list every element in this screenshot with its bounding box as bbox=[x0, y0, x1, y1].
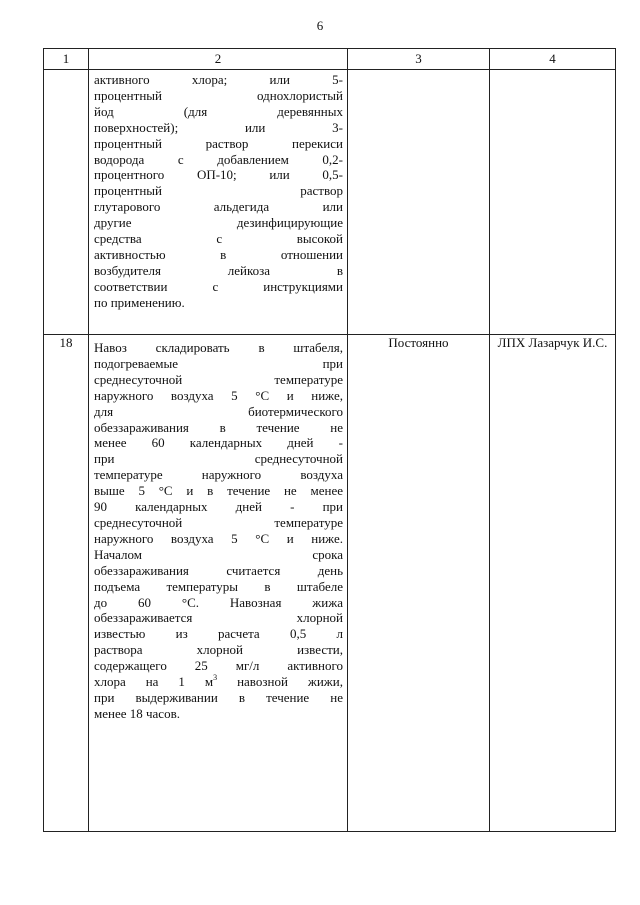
text-line bbox=[94, 674, 343, 690]
text-line: водорода с добавлением 0,2- bbox=[94, 151, 343, 167]
text-line: подъема температуры в штабеле bbox=[94, 578, 343, 594]
text-line: процентного ОП-10; или 0,5- bbox=[94, 167, 343, 183]
row-number-cell bbox=[44, 70, 89, 335]
text-line: средства с высокой bbox=[94, 231, 343, 247]
text-line: обеззараживается хлорной bbox=[94, 610, 343, 626]
table-row-continuation bbox=[44, 70, 616, 335]
text-line: раствора хлорной извести, bbox=[94, 642, 343, 658]
text-line: 90 календарных дней - при bbox=[94, 499, 343, 515]
text-line: известью из расчета 0,5 л bbox=[94, 626, 343, 642]
text-line: подогреваемые при bbox=[94, 355, 343, 371]
text-line: процентный раствор перекиси bbox=[94, 135, 343, 151]
text-line: другие дезинфицирующие bbox=[94, 215, 343, 231]
text-line: содержащего 25 мг/л активного bbox=[94, 658, 343, 674]
text-line: процентный раствор bbox=[94, 183, 343, 199]
measure-cell bbox=[89, 335, 348, 832]
text-line: при среднесуточной bbox=[94, 451, 343, 467]
text-line: йод (для деревянных bbox=[94, 103, 343, 119]
text-line: по применению. bbox=[94, 294, 185, 310]
responsible-cell bbox=[490, 70, 616, 335]
text-line: температуре наружного воздуха bbox=[94, 467, 343, 483]
text-line: до 60 °С. Навозная жижа bbox=[94, 594, 343, 610]
table-row-18 bbox=[44, 335, 616, 832]
text-line: поверхностей); или 3- bbox=[94, 119, 343, 135]
text-fragment: навозной жижи, bbox=[237, 674, 343, 690]
page-number: 6 bbox=[316, 18, 324, 33]
text-line: менее 60 календарных дней - bbox=[94, 435, 343, 451]
text-line: для биотермического bbox=[94, 403, 343, 419]
text-line: Навоз складировать в штабеля, bbox=[94, 340, 343, 355]
responsible-cell: ЛПХ Лазарчук И.С. bbox=[490, 335, 616, 832]
column-header: 2 bbox=[89, 49, 348, 70]
text-line: при выдерживании в течение не bbox=[94, 689, 343, 705]
text-line: соответствии с инструкциями bbox=[94, 278, 343, 294]
text-fragment: хлора на 1 м bbox=[94, 674, 214, 690]
text-line: обеззараживания считается день bbox=[94, 562, 343, 578]
text-line: наружного воздуха 5 °С и ниже, bbox=[94, 387, 343, 403]
text-line: менее 18 часов. bbox=[94, 705, 180, 721]
superscript: 3 bbox=[213, 673, 218, 683]
text-line: наружного воздуха 5 °С и ниже. bbox=[94, 530, 343, 546]
text-line: среднесуточной температуре bbox=[94, 514, 343, 530]
row-number-cell: 18 bbox=[44, 335, 89, 832]
text-line: возбудителя лейкоза в bbox=[94, 262, 343, 278]
column-header: 1 bbox=[44, 49, 89, 70]
term-cell bbox=[348, 70, 490, 335]
text-line: Началом срока bbox=[94, 546, 343, 562]
text-line: активного хлора; или 5- bbox=[94, 72, 343, 87]
text-line: выше 5 °С и в течение не менее bbox=[94, 483, 343, 499]
text-line: активностью в отношении bbox=[94, 246, 343, 262]
text-line: обеззараживания в течение не bbox=[94, 419, 343, 435]
header-row bbox=[44, 49, 616, 70]
text-line: процентный однохлористый bbox=[94, 87, 343, 103]
column-header: 4 bbox=[490, 49, 616, 70]
measures-table bbox=[43, 48, 616, 832]
measure-cell bbox=[89, 70, 348, 335]
term-cell: Постоянно bbox=[348, 335, 490, 832]
text-line: среднесуточной температуре bbox=[94, 371, 343, 387]
text-line: глутарового альдегида или bbox=[94, 199, 343, 215]
column-header: 3 bbox=[348, 49, 490, 70]
